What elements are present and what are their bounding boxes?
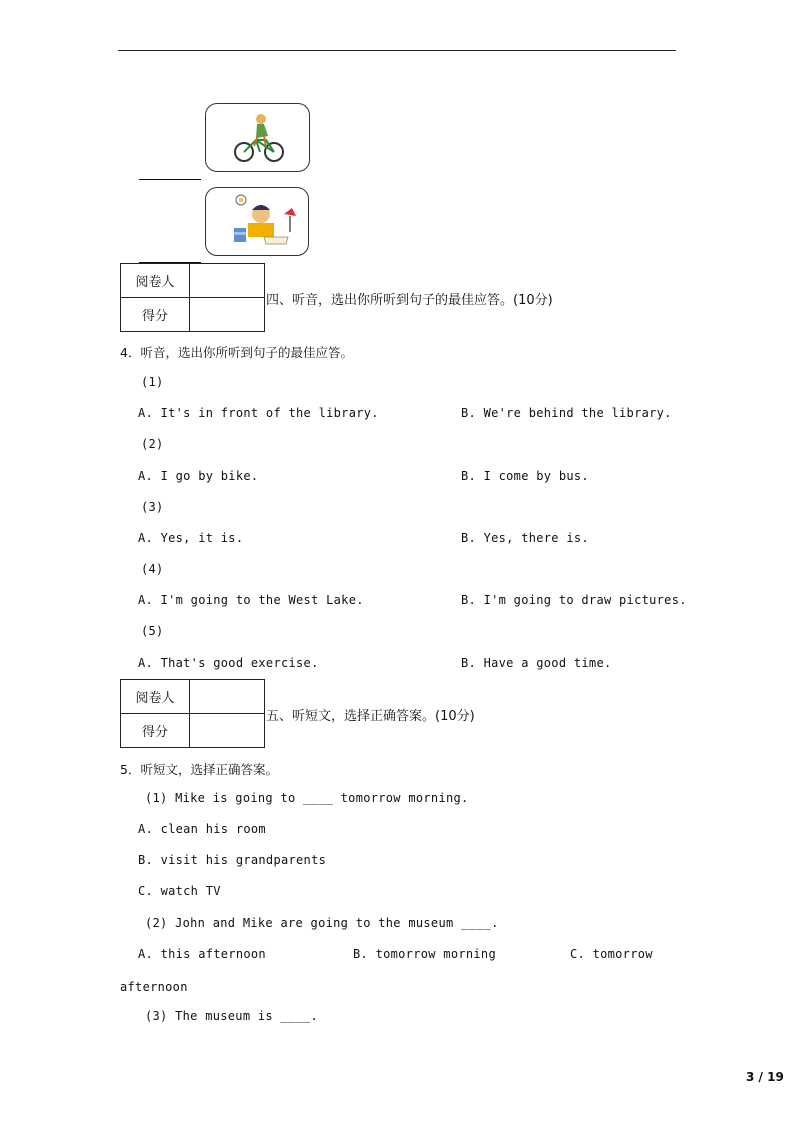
section5-title: 五、听短文，选择正确答案。(10分) <box>266 709 475 724</box>
header-rule <box>118 50 676 51</box>
item-5-option-b[interactable]: B. Have a good time. <box>461 656 612 670</box>
score-field[interactable] <box>190 714 265 748</box>
bicycle-picture <box>205 103 310 172</box>
item-4-option-b[interactable]: B. I'm going to draw pictures. <box>461 593 687 607</box>
answer-blank-1[interactable] <box>139 179 201 180</box>
reading-picture <box>205 187 309 256</box>
q1-stem: (1) Mike is going to ____ tomorrow morning. <box>145 791 469 805</box>
reviewer-label: 阅卷人 <box>121 680 190 714</box>
q2-option-c[interactable]: C. tomorrow <box>570 947 653 961</box>
item-5-option-a[interactable]: A. That's good exercise. <box>138 656 319 670</box>
page-number: 3 / 19 <box>746 1070 784 1084</box>
reviewer-label: 阅卷人 <box>121 264 190 298</box>
q1-option-c[interactable]: C. watch TV <box>138 884 221 898</box>
score-label: 得分 <box>121 298 190 332</box>
reviewer-field[interactable] <box>190 680 265 714</box>
item-3-option-a[interactable]: A. Yes, it is. <box>138 531 244 545</box>
item-5-number: (5) <box>141 624 164 638</box>
score-label: 得分 <box>121 714 190 748</box>
score-table-section4 <box>120 263 265 332</box>
q3-stem: (3) The museum is ____. <box>145 1009 319 1023</box>
q1-option-b[interactable]: B. visit his grandparents <box>138 853 327 867</box>
bicycle-icon <box>206 104 309 171</box>
q2-stem: (2) John and Mike are going to the museum ____. <box>145 916 499 930</box>
item-1-number: (1) <box>141 375 164 389</box>
question-5: 5．听短文，选择正确答案。 <box>120 762 278 777</box>
reading-boy-icon <box>206 188 308 255</box>
reviewer-field[interactable] <box>190 264 265 298</box>
item-1-option-a[interactable]: A. It's in front of the library. <box>138 406 379 420</box>
q2-option-c-continued: afternoon <box>120 980 188 994</box>
item-4-option-a[interactable]: A. I'm going to the West Lake. <box>138 593 364 607</box>
score-table-section5 <box>120 679 265 748</box>
item-3-option-b[interactable]: B. Yes, there is. <box>461 531 589 545</box>
item-2-option-b[interactable]: B. I come by bus. <box>461 469 589 483</box>
q2-option-b[interactable]: B. tomorrow morning <box>353 947 496 961</box>
item-2-number: (2) <box>141 437 164 451</box>
item-2-option-a[interactable]: A. I go by bike. <box>138 469 259 483</box>
item-4-number: (4) <box>141 562 164 576</box>
q1-option-a[interactable]: A. clean his room <box>138 822 266 836</box>
q2-option-a[interactable]: A. this afternoon <box>138 947 266 961</box>
question-4: 4．听音，选出你所听到句子的最佳应答。 <box>120 345 353 360</box>
score-field[interactable] <box>190 298 265 332</box>
item-1-option-b[interactable]: B. We're behind the library. <box>461 406 672 420</box>
item-3-number: (3) <box>141 500 164 514</box>
section4-title: 四、听音，选出你所听到句子的最佳应答。(10分) <box>266 293 553 308</box>
